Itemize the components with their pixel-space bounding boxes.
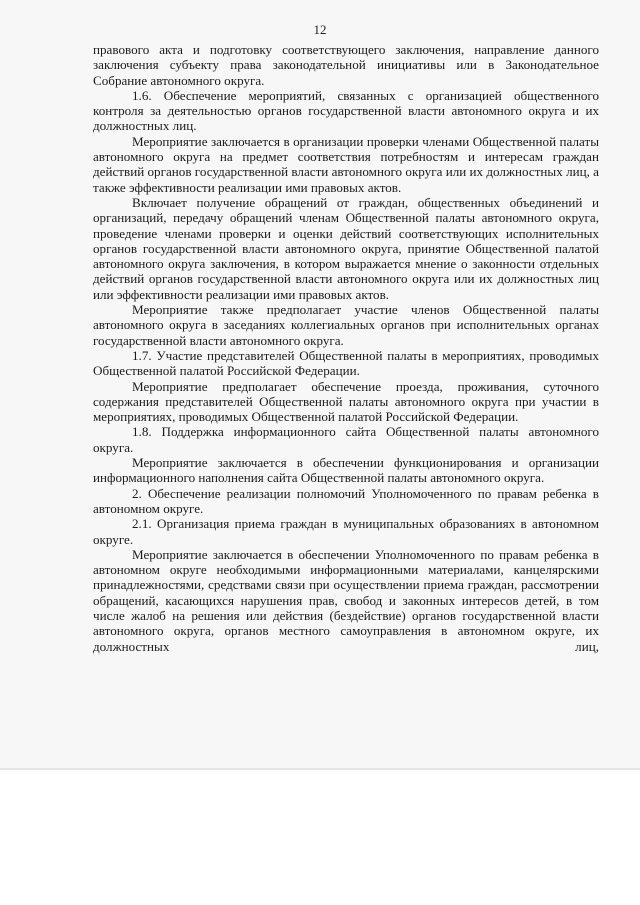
page-number: 12 bbox=[313, 22, 327, 37]
paragraph: Мероприятие предполагает обеспечение проезда, проживания, суточного содержания представителей Общественной палаты автономного округа при участии в мероприятиях, проводимых Общественной палатой Российской Федерации. bbox=[93, 378, 599, 425]
paragraph: Мероприятие заключается в организации проверки членами Общественной палаты автономного округа на предмет соответствия потребностям и интересам граждан действий органов государственной власти автономного округа или их должностных лиц, а также эффективности реализации ими правовых актов. bbox=[93, 133, 599, 195]
document-body bbox=[93, 42, 599, 654]
paragraph: Мероприятие также предполагает участие членов Общественной палаты автономного округа в заседаниях коллегиальных органов при исполнительных органах государственной власти автономного округа. bbox=[93, 302, 599, 348]
page-edge bbox=[0, 768, 640, 770]
paragraph: 1.7. Участие представителей Общественной палаты в мероприятиях, проводимых Общественной палатой Российской Федерации. bbox=[93, 347, 599, 379]
paragraph: Включает получение обращений от граждан, общественных объединений и организаций, передачу обращений членам Общественной палаты автономного округа, проведение членами проверки и оценки действий соответствующих исполнительных органов государственной власти автономного округа, принятие Общественной палатой автономного округа заключения, в котором выражается мнение о законности отдельных действий органов государственной власти автономного округа или их должностных лиц или эффективности реализации ими правовых актов. bbox=[93, 194, 599, 302]
paragraph: 2.1. Организация приема граждан в муниципальных образованиях в автономном округе. bbox=[93, 516, 599, 547]
paragraph: правового акта и подготовку соответствующего заключения, направление данного заключения субъекту права законодательной инициативы или в Законодательное Собрание автономного округа. bbox=[93, 42, 599, 88]
paragraph: Мероприятие заключается в обеспечении функционирования и организации информационного наполнения сайта Общественной палаты автономного округа. bbox=[93, 455, 599, 486]
paragraph: 1.6. Обеспечение мероприятий, связанных с организацией общественного контроля за деятельностью органов государственной власти автономного округа и их должностных лиц. bbox=[93, 87, 599, 134]
paragraph: 1.8. Поддержка информационного сайта Общественной палаты автономного округа. bbox=[93, 424, 599, 455]
paragraph: 2. Обеспечение реализации полномочий Уполномоченного по правам ребенка в автономном округе. bbox=[93, 485, 599, 516]
paragraph: Мероприятие заключается в обеспечении Уполномоченного по правам ребенка в автономном округе необходимыми информационными материалами, канцелярскими принадлежностями, средствами связи при осуществлении приема граждан, рассмотрении обращений, касающихся нарушения прав, свобод и законных интересов детей, в том числе жалоб на решения или действия (бездействие) органов государственной власти автономного округа, органов местного самоуправления в автономном округе, их должностных лиц, bbox=[93, 546, 599, 654]
